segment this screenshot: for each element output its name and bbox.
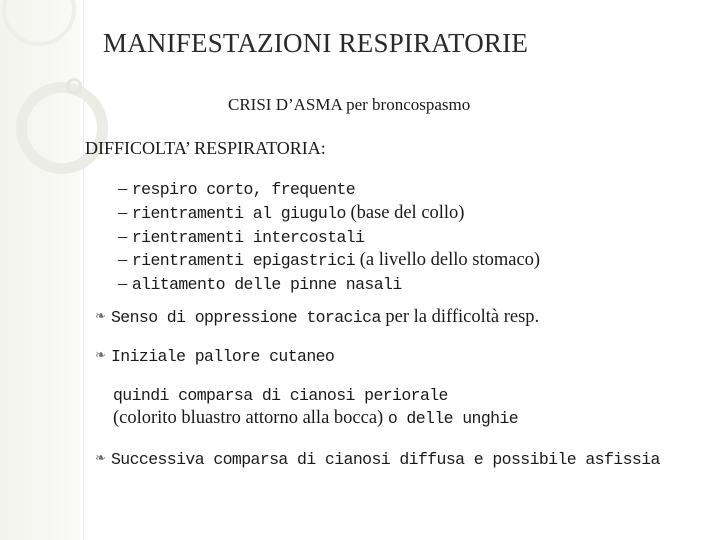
decorative-ring-large xyxy=(16,82,108,174)
item-strong: alitamento delle pinne nasali xyxy=(131,275,402,295)
slide-title: MANIFESTAZIONI RESPIRATORIE xyxy=(103,28,529,58)
subtitle-strong: CRISI D’ASMA xyxy=(228,95,342,114)
divider-line xyxy=(83,0,84,540)
ornament-bullet-icon: ❧ xyxy=(95,450,106,465)
cianosi-note xyxy=(113,385,518,430)
bullet-pallore: ❧ Iniziale pallore cutaneo xyxy=(95,347,335,366)
item-strong: respiro corto, frequente xyxy=(131,180,356,199)
note-line-2: (colorito bluastro attorno alla bocca) o delle unghie xyxy=(113,408,519,428)
list-item: – rientramenti intercostali xyxy=(118,226,365,247)
note-line-1: quindi comparsa di cianosi periorale xyxy=(113,386,448,405)
ornament-bullet-icon: ❧ xyxy=(95,347,106,362)
list-item: – rientramenti epigastrici (a livello dello stomaco) xyxy=(118,250,541,271)
list-item: – respiro corto, frequente xyxy=(118,179,356,199)
item-strong: rientramenti epigastrici xyxy=(131,251,356,271)
slide-subtitle xyxy=(228,96,470,113)
section-heading: DIFFICOLTA’ RESPIRATORIA: xyxy=(85,138,326,158)
subtitle-rest: per broncospasmo xyxy=(341,95,471,114)
list-item: – alitamento delle pinne nasali xyxy=(118,274,402,295)
list-item: – rientramenti al giugulo (base del collo) xyxy=(118,202,465,223)
symptom-list xyxy=(118,178,540,297)
item-strong: rientramenti intercostali xyxy=(131,227,365,247)
ornament-bullet-icon: ❧ xyxy=(95,308,106,323)
bullet-oppressione: ❧ Senso di oppressione toracica per la difficoltà resp. xyxy=(95,307,540,327)
decorative-ring-small xyxy=(66,78,82,94)
bullet-cianosi-diffusa: ❧ Successiva comparsa di cianosi diffusa e possibile asfissia xyxy=(95,450,660,469)
item-strong: rientramenti al giugulo xyxy=(131,203,346,223)
